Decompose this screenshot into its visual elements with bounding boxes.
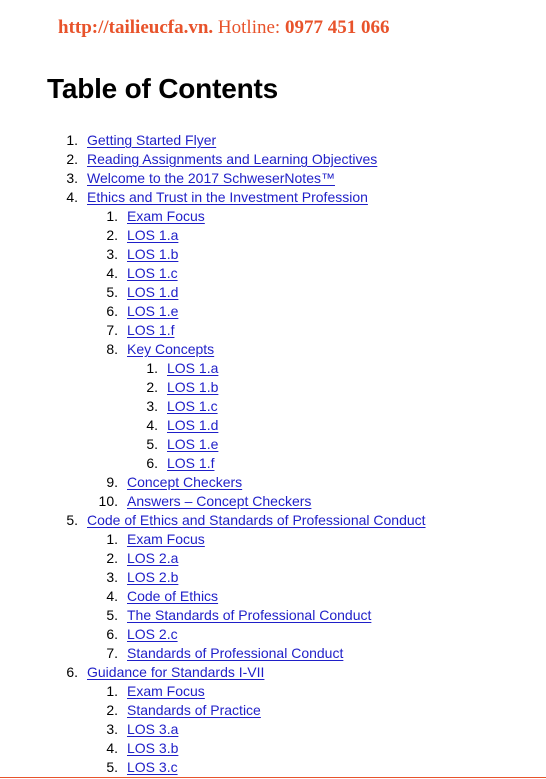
toc-item-link[interactable]: LOS 1.e	[167, 436, 219, 452]
toc-item-number: 1.	[106, 683, 118, 699]
toc-item-number: 4.	[66, 189, 78, 205]
toc-item-number: 3.	[106, 569, 118, 585]
toc-item-link[interactable]: LOS 3.b	[127, 740, 179, 756]
toc-item-link[interactable]: Standards of Professional Conduct	[127, 645, 344, 661]
footer-divider	[0, 777, 546, 778]
toc-item-number: 3.	[106, 246, 118, 262]
toc-item-number: 4.	[106, 265, 118, 281]
toc-item-link[interactable]: Ethics and Trust in the Investment Profession	[87, 189, 368, 205]
toc-item-number: 3.	[106, 721, 118, 737]
toc-item	[0, 739, 546, 758]
toc-item-number: 7.	[106, 645, 118, 661]
toc-item	[0, 207, 546, 226]
toc-item-link[interactable]: Key Concepts	[127, 341, 215, 357]
toc-item-link[interactable]: Code of Ethics	[127, 588, 219, 604]
toc-item	[0, 188, 546, 207]
toc-item	[0, 321, 546, 340]
toc-item	[0, 340, 546, 359]
toc-item	[0, 473, 546, 492]
toc-item	[0, 492, 546, 511]
toc-item-number: 6.	[106, 303, 118, 319]
toc-item	[0, 264, 546, 283]
toc-item	[0, 150, 546, 169]
toc-item-link[interactable]: LOS 1.d	[167, 417, 219, 433]
toc-item-link[interactable]: LOS 2.c	[127, 626, 178, 642]
toc-item-link[interactable]: Welcome to the 2017 SchweserNotes™	[87, 170, 335, 186]
toc-item	[0, 169, 546, 188]
toc-item	[0, 530, 546, 549]
header-site-link[interactable]: http://tailieucfa.vn.	[58, 17, 214, 38]
toc-item-number: 4.	[106, 588, 118, 604]
toc-item-link[interactable]: Standards of Practice	[127, 702, 261, 718]
toc-item	[0, 758, 546, 777]
toc-item	[0, 378, 546, 397]
toc-item-number: 2.	[106, 550, 118, 566]
toc-item	[0, 511, 546, 530]
toc-item-link[interactable]: LOS 1.b	[127, 246, 179, 262]
toc-item	[0, 283, 546, 302]
toc-item-number: 1.	[106, 208, 118, 224]
toc-item-link[interactable]: Exam Focus	[127, 683, 205, 699]
toc-item-number: 8.	[106, 341, 118, 357]
toc-item-number: 9.	[106, 474, 118, 490]
toc-item-link[interactable]: Code of Ethics and Standards of Professional Conduct	[87, 512, 426, 528]
toc-item-link[interactable]: LOS 1.c	[167, 398, 218, 414]
toc-item-number: 5.	[66, 512, 78, 528]
toc-item-link[interactable]: LOS 1.f	[127, 322, 175, 338]
toc-item	[0, 245, 546, 264]
toc-item-link[interactable]: The Standards of Professional Conduct	[127, 607, 372, 623]
header-promo	[58, 17, 389, 39]
toc-item-number: 10.	[98, 493, 118, 509]
page-title: Table of Contents	[47, 73, 278, 104]
toc-item	[0, 397, 546, 416]
toc-item-link[interactable]: Answers – Concept Checkers	[127, 493, 312, 509]
toc-item	[0, 701, 546, 720]
toc-item-link[interactable]: LOS 1.c	[127, 265, 178, 281]
toc-item-link[interactable]: LOS 1.b	[167, 379, 219, 395]
toc-item	[0, 359, 546, 378]
toc-item-link[interactable]: Guidance for Standards I-VII	[87, 664, 265, 680]
toc-item-number: 2.	[66, 151, 78, 167]
toc-item-link[interactable]: LOS 1.a	[167, 360, 219, 376]
header-phone: 0977 451 066	[284, 17, 390, 38]
toc-item	[0, 549, 546, 568]
toc-item-link[interactable]: LOS 1.d	[127, 284, 179, 300]
toc-item-link[interactable]: LOS 1.f	[167, 455, 215, 471]
toc-item-number: 4.	[106, 740, 118, 756]
toc-item	[0, 302, 546, 321]
toc-item	[0, 720, 546, 739]
table-of-contents	[0, 131, 546, 777]
toc-item-link[interactable]: Exam Focus	[127, 531, 205, 547]
toc-item-number: 5.	[106, 607, 118, 623]
toc-item-link[interactable]: LOS 2.b	[127, 569, 179, 585]
toc-item	[0, 663, 546, 682]
header-hotline-label: Hotline:	[217, 17, 281, 38]
toc-item-number: 2.	[106, 227, 118, 243]
toc-item-number: 6.	[106, 626, 118, 642]
toc-item-number: 7.	[106, 322, 118, 338]
toc-item	[0, 606, 546, 625]
toc-item-number: 2.	[146, 379, 158, 395]
toc-item-link[interactable]: LOS 3.a	[127, 721, 179, 737]
toc-item-number: 1.	[106, 531, 118, 547]
toc-item	[0, 131, 546, 150]
toc-item-number: 1.	[146, 360, 158, 376]
toc-item	[0, 226, 546, 245]
toc-item	[0, 568, 546, 587]
toc-item-link[interactable]: Getting Started Flyer	[87, 132, 217, 148]
toc-item	[0, 416, 546, 435]
toc-item-number: 6.	[66, 664, 78, 680]
toc-item-link[interactable]: Reading Assignments and Learning Objectives	[87, 151, 378, 167]
toc-item-link[interactable]: LOS 2.a	[127, 550, 179, 566]
toc-item	[0, 625, 546, 644]
toc-item-link[interactable]: Exam Focus	[127, 208, 205, 224]
toc-item	[0, 454, 546, 473]
toc-item-link[interactable]: LOS 1.e	[127, 303, 179, 319]
toc-item-number: 3.	[146, 398, 158, 414]
toc-item-number: 4.	[146, 417, 158, 433]
toc-item-link[interactable]: LOS 1.a	[127, 227, 179, 243]
toc-item	[0, 682, 546, 701]
toc-item-number: 3.	[66, 170, 78, 186]
toc-item-number: 5.	[106, 759, 118, 775]
toc-item-number: 5.	[146, 436, 158, 452]
toc-item-number: 6.	[146, 455, 158, 471]
toc-item-number: 2.	[106, 702, 118, 718]
toc-item-number: 5.	[106, 284, 118, 300]
toc-item	[0, 435, 546, 454]
toc-item-number: 1.	[66, 132, 78, 148]
toc-item	[0, 587, 546, 606]
toc-item	[0, 644, 546, 663]
toc-item-link[interactable]: LOS 3.c	[127, 759, 178, 775]
toc-item-link[interactable]: Concept Checkers	[127, 474, 243, 490]
